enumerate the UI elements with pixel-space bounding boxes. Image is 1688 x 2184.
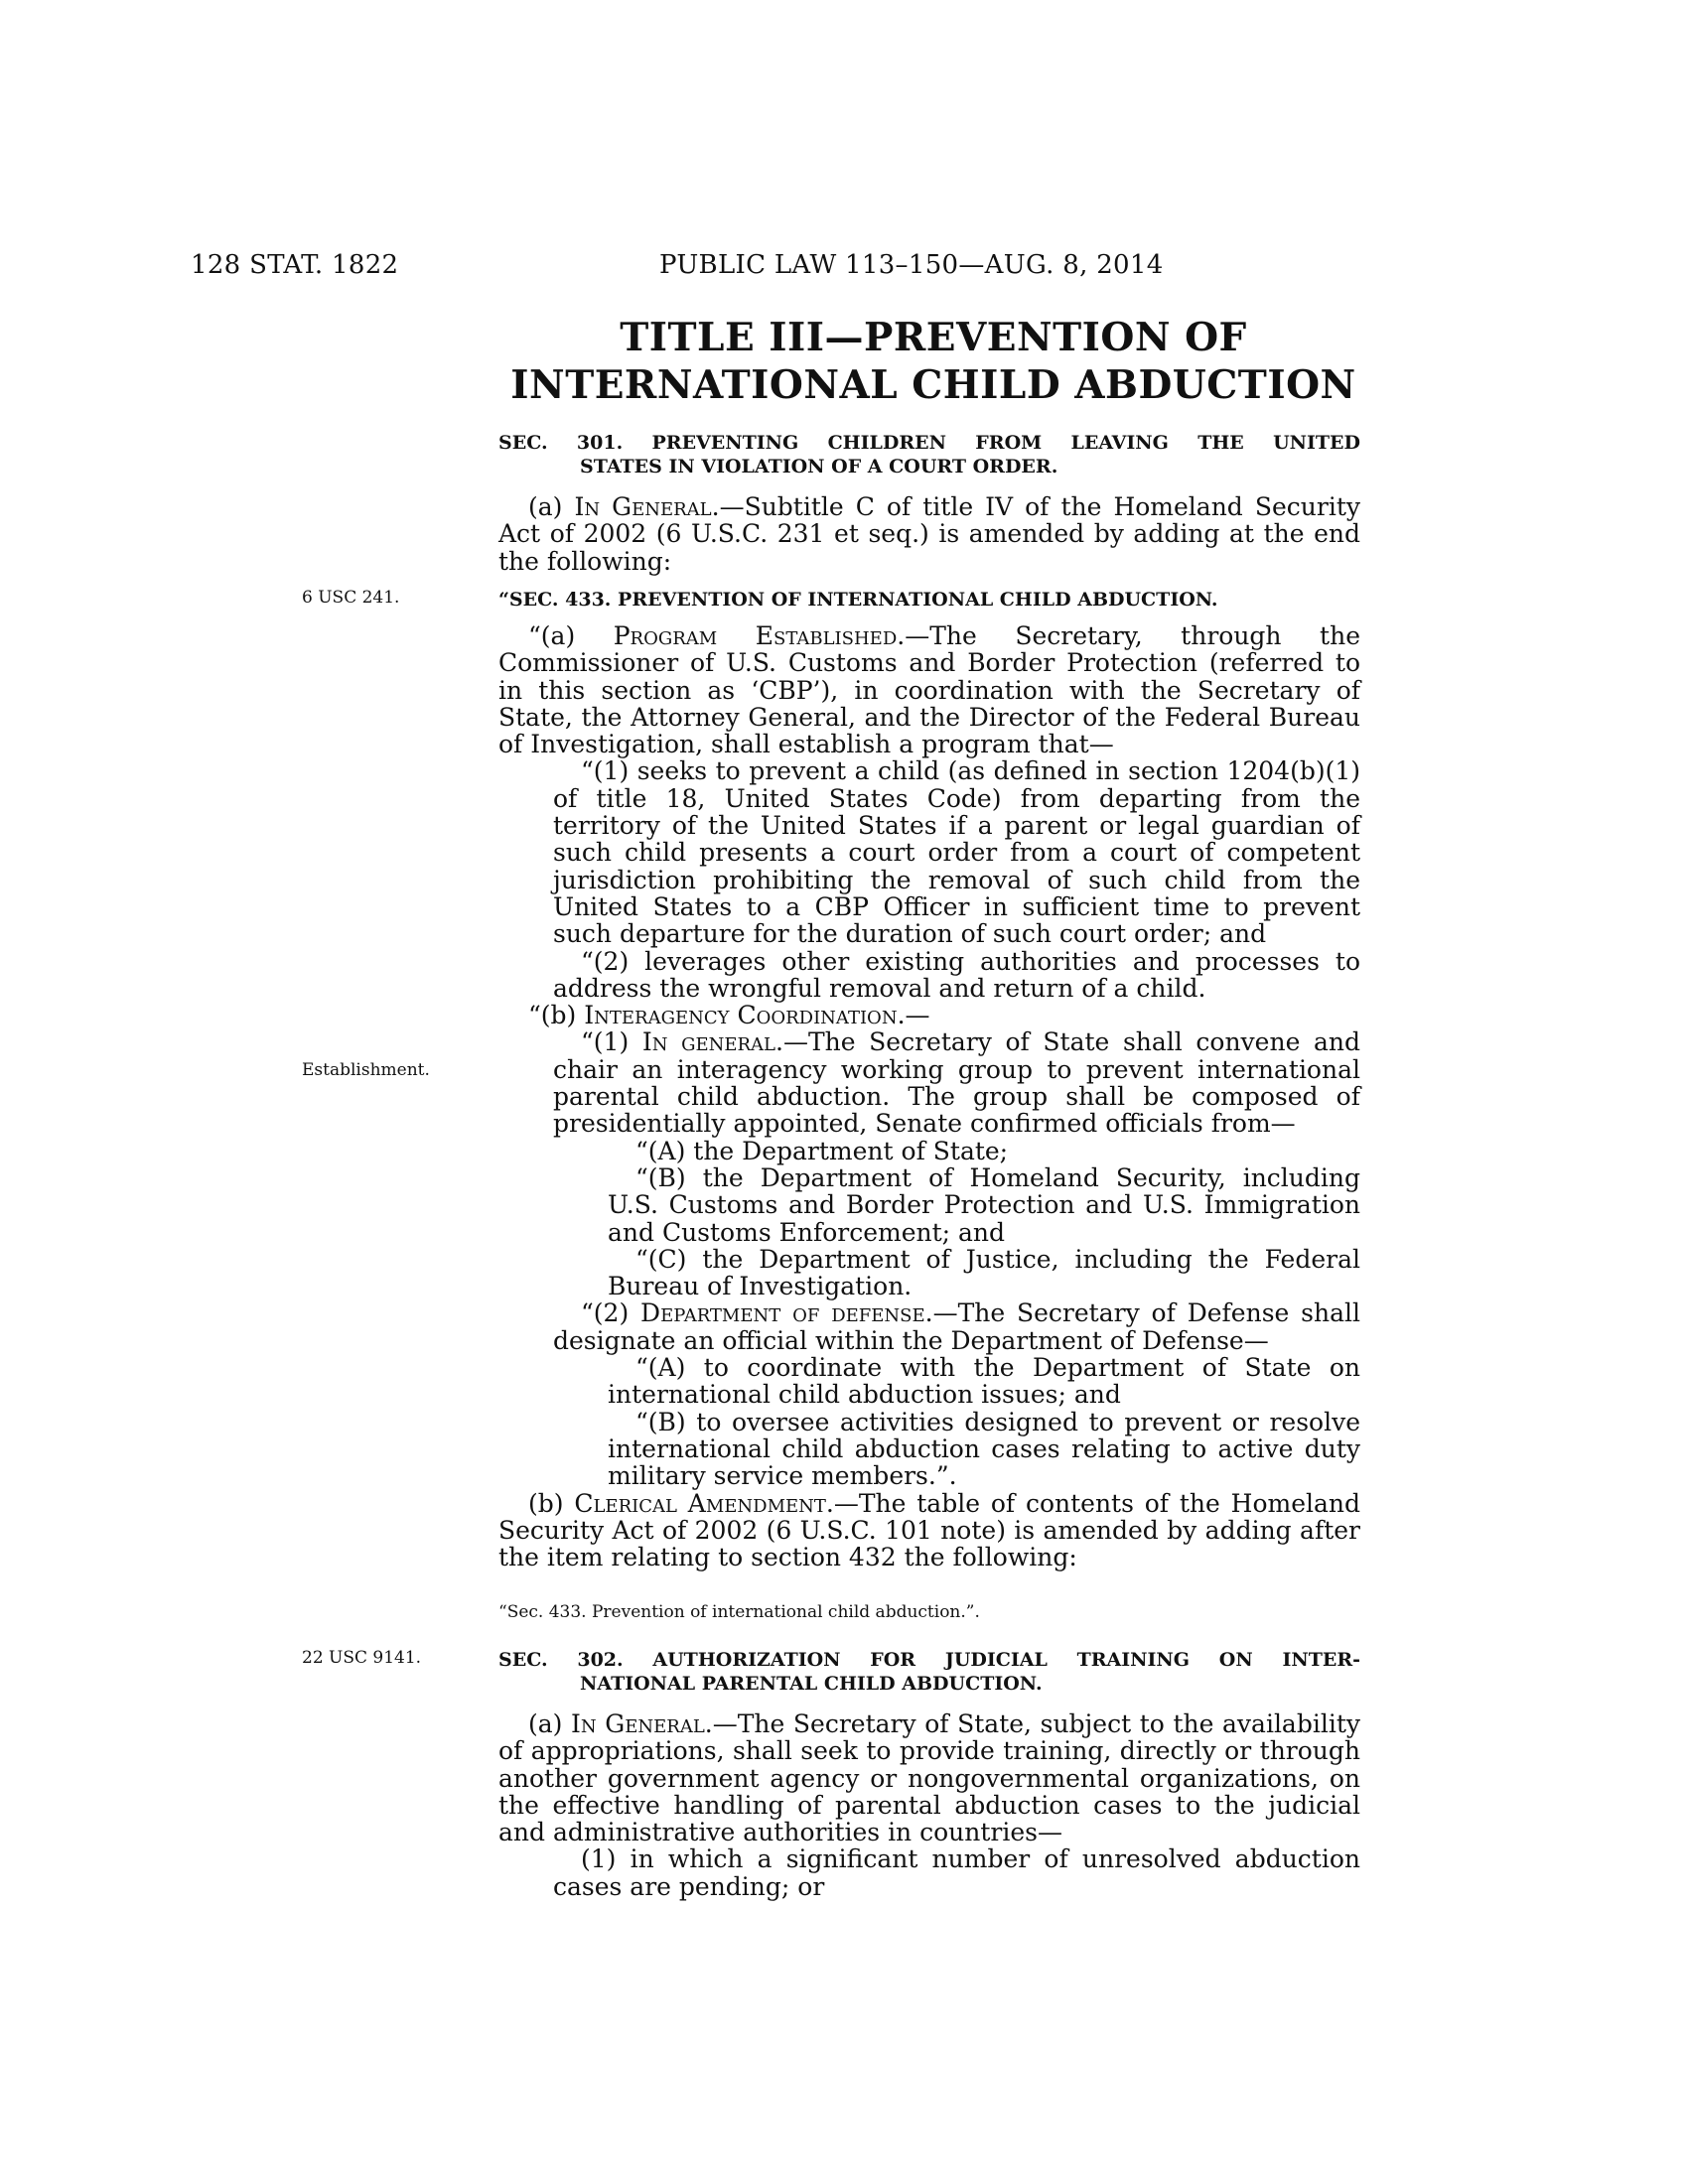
sec-433-b-2-label: “(2) [581, 1298, 641, 1328]
sec-302-body [498, 1710, 1360, 1900]
sec-433-a-2: “(2) leverages other existing authorities and processes to address the wrongful removal and return of a child. [553, 946, 1360, 1003]
clerical-caption: Clerical Amendment [574, 1488, 826, 1518]
sec-301-a-caption: In General [574, 492, 712, 521]
sec-433-b-2-B: “(B) to oversee activities designed to prevent or resolve international child abduction cases relating to active duty military service members.”. [608, 1407, 1360, 1491]
sec-433-body [498, 622, 1360, 1570]
title-heading [496, 314, 1370, 409]
sec-301-a-paragraph [498, 493, 1360, 575]
clerical-label: (b) [528, 1488, 575, 1518]
margin-note-establishment: Establishment. [302, 1060, 430, 1080]
sec-433-a-1: “(1) seeks to prevent a child (as defined in section 1204(b)(1) of title 18, United States Code) from departing from the territory of the United States if a parent or legal guardian of such child presents a court order from a court of competent jurisdiction prohibiting the removal of such child from the United States to a CBP Officer in sufficient time to prevent such departure for the duration of such court order; and [553, 756, 1360, 949]
sec-433-b-2-text: .—The Secretary of Defense shall designate an official within the Department of Defense— [553, 1298, 1360, 1355]
title-line-1: TITLE III—PREVENTION OF [620, 315, 1247, 360]
margin-note-22-usc-9141: 22 USC 9141. [302, 1648, 422, 1668]
sec-302-a-caption: In General [571, 1709, 705, 1738]
sec-302-a-1: (1) in which a significant number of unresolved abduction cases are pending; or [553, 1844, 1360, 1901]
sec-433-a-caption: Program Established [613, 621, 898, 650]
sec-433-a-text: .—The Secretary, through the Commissioner of U.S. Customs and Border Protection (referred to in this section as ‘CBP’), in coordination with the Secretary of State, the Attorney General, and the Director of the Federal Bureau of Investigation, shall establish a program that— [498, 621, 1361, 759]
sec-301-a-text: .—Subtitle C of title IV of the Homeland Security Act of 2002 (6 U.S.C. 231 et seq.) is amended by adding at the end the following: [498, 492, 1360, 576]
title-line-2: INTERNATIONAL CHILD ABDUCTION [510, 362, 1356, 408]
sec-433-heading: “SEC. 433. PREVENTION OF INTERNATIONAL CHILD ABDUCTION. [498, 589, 1218, 611]
sec-433-b-1-A: “(A) the Department of State; [635, 1136, 1009, 1165]
sec-433-b-1-C: “(C) the Department of Justice, including the Federal Bureau of Investigation. [608, 1244, 1360, 1301]
sec-433-b-1-label: “(1) [581, 1027, 642, 1057]
sec-433-b-2-A: “(A) to coordinate with the Department of State on international child abduction issues; and [608, 1353, 1360, 1410]
running-header: PUBLIC LAW 113–150—AUG. 8, 2014 [659, 250, 1164, 280]
sec-301-heading-line-2: STATES IN VIOLATION OF A COURT ORDER. [580, 456, 1058, 478]
sec-433-b-dash: .— [897, 1001, 930, 1030]
sec-302-heading-line-1: SEC. 302. AUTHORIZATION FOR JUDICIAL TRAINING ON INTER- [498, 1649, 1360, 1671]
sec-302-a-text: .—The Secretary of State, subject to the availability of appropriations, shall seek to provide training, directly or through another government agency or nongovernmental organizations, on the effective handling of parental abduction cases to the judicial and administrative authorities in countries— [498, 1709, 1361, 1847]
sec-302-heading-line-2: NATIONAL PARENTAL CHILD ABDUCTION. [580, 1673, 1043, 1695]
sec-302-heading [498, 1648, 1360, 1696]
stat-page-number: 128 STAT. 1822 [191, 250, 399, 280]
sec-433-b-label: “(b) [528, 1001, 585, 1030]
sec-301-a-label: (a) [528, 492, 575, 521]
sec-433-b-2-caption: Department of defense [640, 1298, 925, 1328]
margin-note-6-usc-241: 6 USC 241. [302, 588, 400, 608]
sec-433-b-caption: Interagency Coordination [584, 1001, 898, 1030]
sec-433-b-1-caption: In general [641, 1027, 775, 1057]
sec-433-b-1-text: .—The Secretary of State shall convene and chair an interagency working group to prevent international parental child abduction. The group shall be composed of presidentially appointed, Senate confirmed officials from— [553, 1027, 1360, 1139]
toc-entry: “Sec. 433. Prevention of international child abduction.”. [498, 1602, 980, 1622]
sec-433-b-1-B: “(B) the Department of Homeland Security, including U.S. Customs and Border Protection and U.S. Immigration and Customs Enforcement; and [608, 1162, 1360, 1247]
sec-301-heading-line-1: SEC. 301. PREVENTING CHILDREN FROM LEAVING THE UNITED [498, 432, 1360, 454]
clerical-text: .—The table of contents of the Homeland Security Act of 2002 (6 U.S.C. 101 note) is amended by adding after the item relating to section 432 the following: [498, 1488, 1360, 1572]
sec-433-a-label: “(a) [528, 621, 614, 650]
sec-302-a-label: (a) [528, 1709, 572, 1738]
sec-301-heading [498, 431, 1360, 478]
